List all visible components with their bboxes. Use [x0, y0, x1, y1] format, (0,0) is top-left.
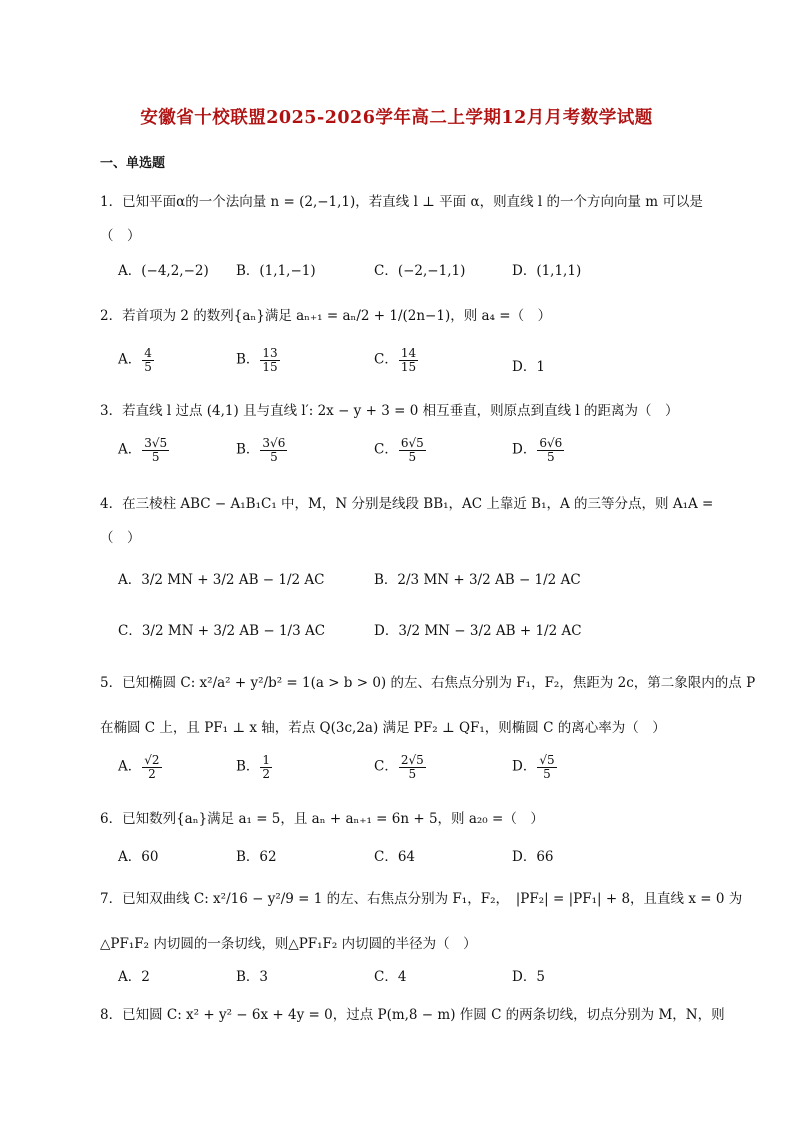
option-letter: A． [118, 758, 142, 775]
q6-option-a: A．60 [118, 849, 159, 865]
q5-option-b [236, 754, 273, 780]
denominator: 2 [262, 766, 271, 781]
fraction [399, 437, 426, 463]
denominator: 15 [400, 359, 417, 374]
denominator: 5 [408, 449, 417, 464]
question-7-cont: △PF₁F₂ 内切圆的一条切线，则△PF₁F₂ 内切圆的半径为（ ） [100, 936, 477, 952]
option-letter: A． [118, 351, 142, 368]
fraction [537, 754, 556, 780]
numerator: 3√6 [262, 436, 286, 450]
q4-option-b: B．2/3 MN + 3/2 AB − 1/2 AC [374, 572, 581, 588]
q6-option-b: B．62 [236, 849, 277, 865]
q5-option-a [118, 754, 163, 780]
section-heading: 一、单选题 [100, 156, 166, 171]
q7-option-a: A．2 [118, 969, 150, 985]
question-5-cont: 在椭圆 C 上，且 PF₁ ⊥ x 轴，若点 Q(3c,2a) 满足 PF₂ ⊥ QF₁，则椭圆 C 的离心率为（ ） [100, 720, 666, 736]
question-2-stem: 2．若首项为 2 的数列{aₙ}满足 aₙ₊₁ = aₙ/2 + 1/(2n−1)，则 a₄ =（ ） [100, 308, 552, 324]
q4-option-d: D．3/2 MN − 3/2 AB + 1/2 AC [374, 623, 582, 639]
option-letter: D． [512, 441, 537, 458]
numerator: 14 [400, 346, 417, 360]
question-1-stem: 1．已知平面α的一个法向量 n = (2,−1,1)，若直线 l ⊥ 平面 α，则直线 l 的一个方向向量 m 可以是 [100, 194, 703, 210]
q3-option-b [236, 437, 288, 463]
option-letter: B． [236, 351, 260, 368]
q3-option-c [374, 437, 427, 463]
question-3-stem: 3．若直线 l 过点 (4,1) 且与直线 l′: 2x − y + 3 = 0 相互垂直，则原点到直线 l 的距离为（ ） [100, 403, 679, 419]
question-5-stem: 5．已知椭圆 C: x²/a² + y²/b² = 1(a > b > 0) 的左、右焦点分别为 F₁，F₂，焦距为 2c，第二象限内的点 P [100, 675, 756, 691]
numerator: 2√5 [400, 753, 424, 767]
q1-option-c: C．(−2,−1,1) [374, 263, 466, 279]
question-7-stem: 7．已知双曲线 C: x²/16 − y²/9 = 1 的左、右焦点分别为 F₁，F₂， |PF₂| = |PF₁| + 8，且直线 x = 0 为 [100, 891, 743, 907]
q2-option-c [374, 347, 419, 373]
question-8-stem: 8．已知圆 C: x² + y² − 6x + 4y = 0，过点 P(m,8 − m) 作圆 C 的两条切线，切点分别为 M，N，则 [100, 1007, 725, 1023]
numerator: 6√6 [539, 436, 563, 450]
q5-option-d [512, 754, 558, 780]
denominator: 15 [262, 359, 278, 374]
q1-option-a: A．(−4,2,−2) [118, 263, 209, 279]
q2-option-a [118, 347, 155, 373]
q7-option-c: C．4 [374, 969, 407, 985]
denominator: 5 [408, 766, 417, 781]
option-letter: D． [512, 758, 537, 775]
denominator: 5 [144, 359, 152, 374]
q3-option-a [118, 437, 170, 463]
option-letter: B． [236, 441, 260, 458]
fraction [142, 347, 154, 373]
denominator: 5 [546, 449, 555, 464]
numerator: 1 [262, 753, 271, 767]
denominator: 5 [270, 449, 278, 464]
q1-option-b: B．(1,1,−1) [236, 263, 316, 279]
fraction [260, 754, 272, 780]
q6-option-d: D．66 [512, 849, 554, 865]
denominator: 5 [151, 449, 160, 464]
fraction [260, 437, 287, 463]
numerator: 13 [262, 346, 278, 360]
question-4-stem: 4．在三棱柱 ABC − A₁B₁C₁ 中，M，N 分别是线段 BB₁，AC 上靠近 B₁，A 的三等分点，则 A₁A = [100, 496, 714, 512]
option-letter: C． [374, 441, 398, 458]
option-letter: B． [236, 758, 260, 775]
numerator: 6√5 [400, 436, 424, 450]
numerator: 4 [144, 346, 152, 360]
fraction [142, 754, 161, 780]
q7-option-b: B．3 [236, 969, 269, 985]
question-6-stem: 6．已知数列{aₙ}满足 a₁ = 5，且 aₙ + aₙ₊₁ = 6n + 5，则 a₂₀ =（ ） [100, 811, 544, 827]
q6-option-c: C．64 [374, 849, 416, 865]
q2-option-d: D．1 [512, 359, 545, 375]
fraction [142, 437, 169, 463]
numerator: √5 [539, 753, 555, 767]
option-letter: C． [374, 758, 398, 775]
question-1-cont: （ ） [100, 228, 141, 244]
numerator: 3√5 [144, 436, 168, 450]
q3-option-d [512, 437, 565, 463]
q7-option-d: D．5 [512, 969, 545, 985]
q4-option-c: C．3/2 MN + 3/2 AB − 1/3 AC [118, 623, 326, 639]
fraction [399, 347, 418, 373]
denominator: 2 [148, 766, 156, 781]
fraction [260, 347, 279, 373]
denominator: 5 [543, 766, 551, 781]
fraction [399, 754, 426, 780]
q4-option-a: A．3/2 MN + 3/2 AB − 1/2 AC [118, 572, 325, 588]
q1-option-d: D．(1,1,1) [512, 263, 582, 279]
option-letter: C． [374, 351, 398, 368]
q5-option-c [374, 754, 427, 780]
question-4-cont: （ ） [100, 530, 141, 546]
fraction [537, 437, 564, 463]
page-title: 安徽省十校联盟2025-2026学年高二上学期12月月考数学试题 [140, 108, 653, 128]
numerator: √2 [144, 753, 160, 767]
q2-option-b [236, 347, 281, 373]
option-letter: A． [118, 441, 142, 458]
